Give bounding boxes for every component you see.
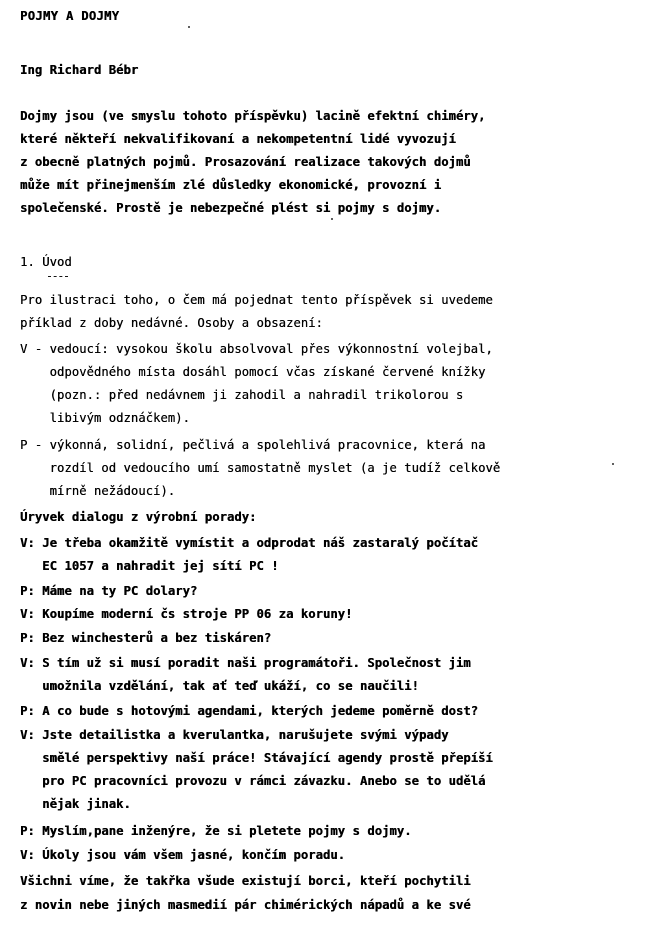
dialogue-line: V: S tím už si musí poradit naši programátoři. Společnost jim [20,656,471,670]
body-line: rozdíl od vedoucího umí samostatně myslet (a je tudíž celkově [20,461,501,475]
dialogue-line: pro PC pracovníci provozu v rámci závazku. Anebo se to udělá [20,774,486,788]
intro-line: může mít přinejmenším zlé důsledky ekonomické, provozní i [20,178,442,192]
dialogue-line: V: Koupíme moderní čs stroje PP 06 za koruny! [20,607,353,621]
intro-line: společenské. Prostě je nebezpečné plést si pojmy s dojmy. [20,201,442,215]
dialogue-line: P: Máme na ty PC dolary? [20,584,198,598]
body-line: P - výkonná, solidní, pečlivá a spolehlivá pracovnice, která na [20,438,486,452]
dialogue-line: V: Jste detailistka a kverulantka, narušujete svými výpady [20,728,449,742]
intro-line: které někteří nekvalifikovaní a nekompetentní lidé vyvozují [20,132,456,146]
dialogue-line: smělé perspektivy naší práce! Stávající agendy prostě přepíší [20,751,493,765]
dialogue-line: P: Myslím,pane inženýre, že si pletete pojmy s dojmy. [20,824,412,838]
body-line: mírně nežádoucí). [20,484,176,498]
dialogue-line: nějak jinak. [20,797,131,811]
intro-line: z obecně platných pojmů. Prosazování realizace takových dojmů [20,155,471,169]
body-line: odpovědného místa dosáhl pomocí včas získané červené knížky [20,365,486,379]
dialogue-line: P: A co bude s hotovými agendami, kterých jedeme poměrně dost? [20,704,479,718]
section-heading: 1. Úvod [20,255,72,269]
author-name: Ing Richard Bébr [20,63,139,77]
body-line: V - vedoucí: vysokou školu absolvoval přes výkonnostní volejbal, [20,342,493,356]
dialogue-line: V: Úkoly jsou vám všem jasné, končím poradu. [20,848,346,862]
dialogue-line: P: Bez winchesterů a bez tiskáren? [20,631,272,645]
heading-underline [48,276,68,277]
dialogue-line: V: Je třeba okamžitě vymístit a odprodat náš zastaralý počítač [20,536,479,550]
intro-line: Dojmy jsou (ve smyslu tohoto příspěvku) lacině efektní chiméry, [20,109,486,123]
body-line: Úryvek dialogu z výrobní porady: [20,510,257,524]
dialogue-line: umožnila vzdělání, tak ať teď ukáží, co se naučili! [20,679,419,693]
body-line: Všichni víme, že takřka všude existují borci, kteří pochytili [20,874,471,888]
body-line: příklad z doby nedávné. Osoby a obsazení: [20,316,323,330]
body-line: (pozn.: před nedávnem ji zahodil a nahradil trikolorou s [20,388,464,402]
document-title: POJMY A DOJMY [20,9,120,23]
scan-speck [612,463,614,465]
dialogue-line: EC 1057 a nahradit jej sítí PC ! [20,559,279,573]
body-line: libivým odznáčkem). [20,411,190,425]
scan-speck [331,218,333,220]
body-line: Pro ilustraci toho, o čem má pojednat tento příspěvek si uvedeme [20,293,493,307]
body-line: z novin nebe jiných masmedií pár chimérických nápadů a ke své [20,898,471,912]
scan-speck [188,26,190,28]
